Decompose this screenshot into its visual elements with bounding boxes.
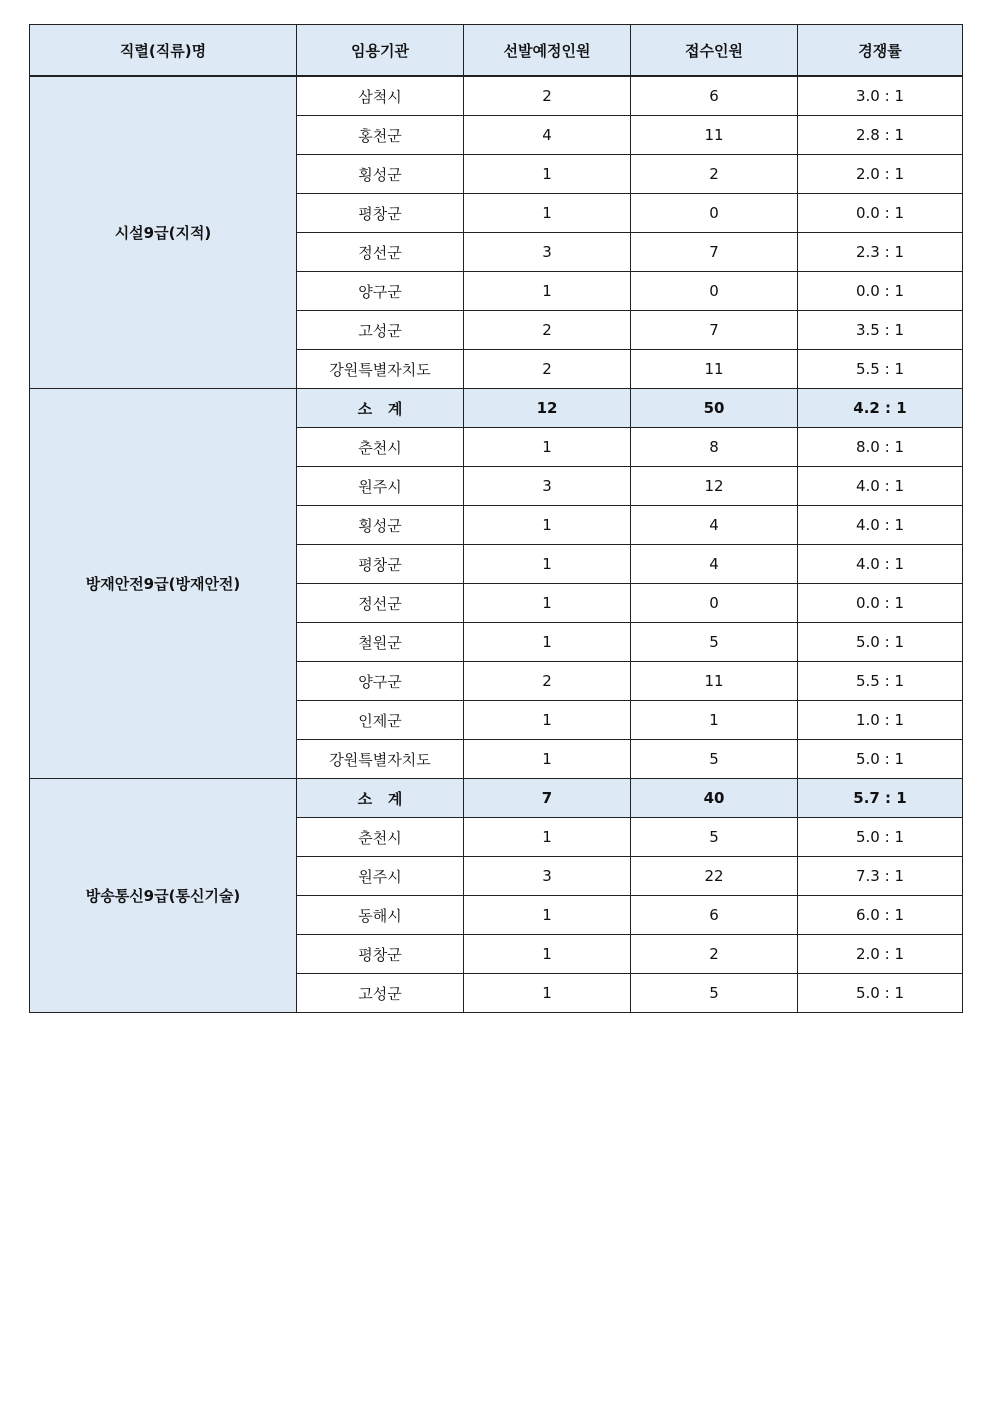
applied-cell: 1 <box>631 701 798 740</box>
planned-cell: 3 <box>464 857 631 896</box>
applied-cell: 8 <box>631 428 798 467</box>
agency-cell: 인제군 <box>297 701 464 740</box>
ratio-cell: 5.0 : 1 <box>798 740 963 779</box>
agency-cell: 원주시 <box>297 857 464 896</box>
applied-cell: 5 <box>631 818 798 857</box>
planned-cell: 1 <box>464 701 631 740</box>
applied-cell: 40 <box>631 779 798 818</box>
planned-cell: 1 <box>464 584 631 623</box>
planned-cell: 7 <box>464 779 631 818</box>
agency-cell: 소 계 <box>297 389 464 428</box>
subtotal-row <box>30 389 963 428</box>
ratio-cell: 2.0 : 1 <box>798 155 963 194</box>
series-name-cell: 시설9급(지적) <box>30 76 297 389</box>
ratio-cell: 5.0 : 1 <box>798 974 963 1013</box>
applied-cell: 4 <box>631 506 798 545</box>
planned-cell: 2 <box>464 311 631 350</box>
ratio-cell: 2.8 : 1 <box>798 116 963 155</box>
applied-cell: 0 <box>631 584 798 623</box>
planned-cell: 1 <box>464 545 631 584</box>
applied-cell: 5 <box>631 740 798 779</box>
planned-cell: 1 <box>464 818 631 857</box>
applied-cell: 5 <box>631 623 798 662</box>
applied-cell: 11 <box>631 116 798 155</box>
ratio-cell: 5.0 : 1 <box>798 623 963 662</box>
agency-cell: 강원특별자치도 <box>297 740 464 779</box>
agency-cell: 횡성군 <box>297 155 464 194</box>
ratio-cell: 3.5 : 1 <box>798 311 963 350</box>
competition-table <box>29 24 963 1013</box>
applied-cell: 11 <box>631 350 798 389</box>
agency-cell: 강원특별자치도 <box>297 350 464 389</box>
ratio-cell: 0.0 : 1 <box>798 272 963 311</box>
ratio-cell: 4.0 : 1 <box>798 467 963 506</box>
ratio-cell: 3.0 : 1 <box>798 76 963 116</box>
header-agency: 임용기관 <box>297 25 464 77</box>
planned-cell: 4 <box>464 116 631 155</box>
ratio-cell: 4.2 : 1 <box>798 389 963 428</box>
planned-cell: 1 <box>464 896 631 935</box>
series-name-cell: 방재안전9급(방재안전) <box>30 389 297 779</box>
agency-cell: 양구군 <box>297 272 464 311</box>
agency-cell: 춘천시 <box>297 428 464 467</box>
applied-cell: 7 <box>631 233 798 272</box>
table-body <box>30 76 963 1013</box>
planned-cell: 3 <box>464 467 631 506</box>
planned-cell: 2 <box>464 350 631 389</box>
applied-cell: 50 <box>631 389 798 428</box>
agency-cell: 평창군 <box>297 935 464 974</box>
planned-cell: 1 <box>464 623 631 662</box>
applied-cell: 5 <box>631 974 798 1013</box>
header-row <box>30 25 963 77</box>
ratio-cell: 7.3 : 1 <box>798 857 963 896</box>
ratio-cell: 6.0 : 1 <box>798 896 963 935</box>
agency-cell: 정선군 <box>297 233 464 272</box>
agency-cell: 횡성군 <box>297 506 464 545</box>
agency-cell: 소 계 <box>297 779 464 818</box>
applied-cell: 11 <box>631 662 798 701</box>
planned-cell: 2 <box>464 662 631 701</box>
ratio-cell: 4.0 : 1 <box>798 506 963 545</box>
ratio-cell: 0.0 : 1 <box>798 584 963 623</box>
applied-cell: 6 <box>631 896 798 935</box>
planned-cell: 1 <box>464 155 631 194</box>
subtotal-row <box>30 779 963 818</box>
planned-cell: 1 <box>464 740 631 779</box>
header-planned: 선발예정인원 <box>464 25 631 77</box>
planned-cell: 12 <box>464 389 631 428</box>
agency-cell: 고성군 <box>297 311 464 350</box>
agency-cell: 양구군 <box>297 662 464 701</box>
applied-cell: 6 <box>631 76 798 116</box>
planned-cell: 3 <box>464 233 631 272</box>
agency-cell: 평창군 <box>297 194 464 233</box>
ratio-cell: 1.0 : 1 <box>798 701 963 740</box>
planned-cell: 1 <box>464 935 631 974</box>
ratio-cell: 5.0 : 1 <box>798 818 963 857</box>
applied-cell: 2 <box>631 155 798 194</box>
agency-cell: 삼척시 <box>297 76 464 116</box>
ratio-cell: 5.7 : 1 <box>798 779 963 818</box>
ratio-cell: 2.3 : 1 <box>798 233 963 272</box>
applied-cell: 12 <box>631 467 798 506</box>
planned-cell: 1 <box>464 194 631 233</box>
agency-cell: 정선군 <box>297 584 464 623</box>
ratio-cell: 0.0 : 1 <box>798 194 963 233</box>
applied-cell: 22 <box>631 857 798 896</box>
ratio-cell: 5.5 : 1 <box>798 350 963 389</box>
header-ratio: 경쟁률 <box>798 25 963 77</box>
ratio-cell: 4.0 : 1 <box>798 545 963 584</box>
agency-cell: 철원군 <box>297 623 464 662</box>
ratio-cell: 5.5 : 1 <box>798 662 963 701</box>
planned-cell: 1 <box>464 974 631 1013</box>
planned-cell: 1 <box>464 272 631 311</box>
table-row <box>30 76 963 116</box>
applied-cell: 0 <box>631 194 798 233</box>
ratio-cell: 8.0 : 1 <box>798 428 963 467</box>
planned-cell: 1 <box>464 506 631 545</box>
planned-cell: 2 <box>464 76 631 116</box>
series-name-cell: 방송통신9급(통신기술) <box>30 779 297 1013</box>
agency-cell: 고성군 <box>297 974 464 1013</box>
agency-cell: 홍천군 <box>297 116 464 155</box>
applied-cell: 4 <box>631 545 798 584</box>
header-applied: 접수인원 <box>631 25 798 77</box>
agency-cell: 평창군 <box>297 545 464 584</box>
planned-cell: 1 <box>464 428 631 467</box>
agency-cell: 춘천시 <box>297 818 464 857</box>
applied-cell: 7 <box>631 311 798 350</box>
agency-cell: 동해시 <box>297 896 464 935</box>
agency-cell: 원주시 <box>297 467 464 506</box>
applied-cell: 2 <box>631 935 798 974</box>
applied-cell: 0 <box>631 272 798 311</box>
ratio-cell: 2.0 : 1 <box>798 935 963 974</box>
header-series: 직렬(직류)명 <box>30 25 297 77</box>
